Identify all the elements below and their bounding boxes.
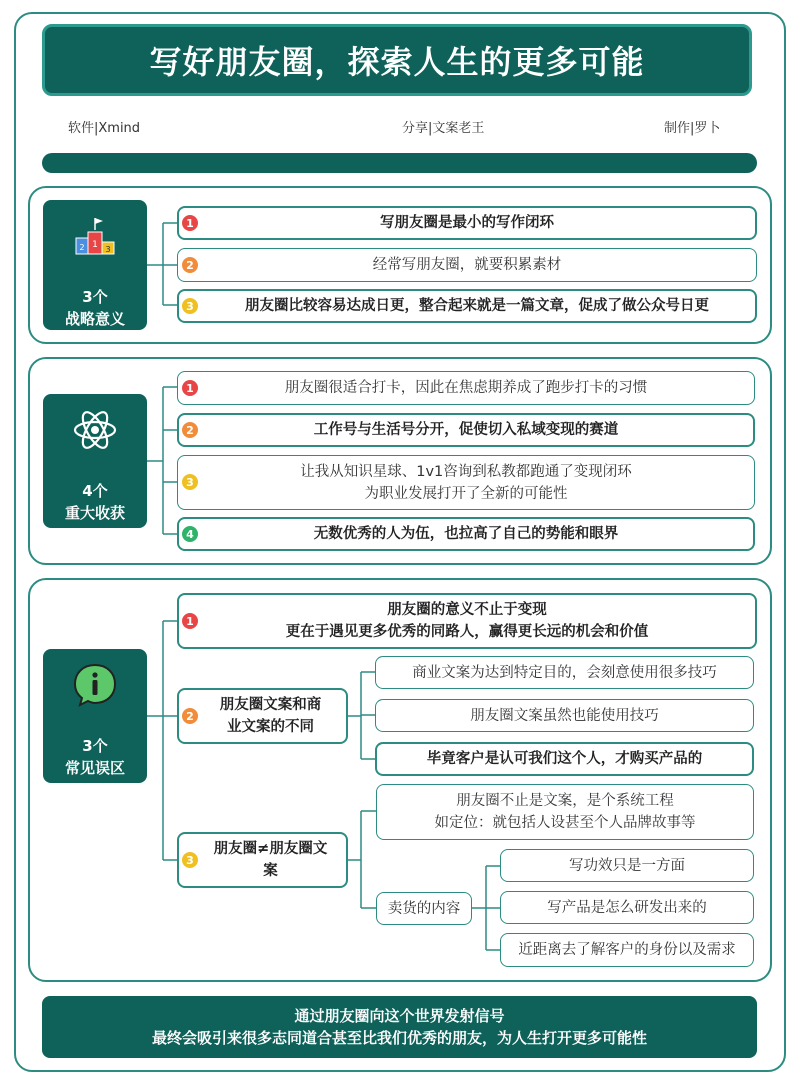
badge-1: 1 xyxy=(182,380,198,396)
atom-icon xyxy=(71,406,119,454)
badge-3: 3 xyxy=(182,298,198,314)
section2-label-title: 重大收获 xyxy=(64,504,125,522)
section3-item2-child-2: 朋友圈文案虽然也能使用技巧 xyxy=(375,699,754,732)
badge-4: 4 xyxy=(182,526,198,542)
section3-label-title: 常见误区 xyxy=(64,759,125,777)
page-title-bar xyxy=(42,24,752,96)
section3-label-count: 3个 xyxy=(82,737,108,755)
svg-text:3: 3 xyxy=(105,245,111,254)
section3-item2-child-1: 商业文案为达到特定目的，会刻意使用很多技巧 xyxy=(375,656,754,689)
section3-item3-grandchild-2: 写产品是怎么研发出来的 xyxy=(500,891,754,924)
badge-2: 2 xyxy=(182,257,198,273)
meta-author: 制作|罗卜 xyxy=(664,121,721,136)
section3-item3-child-1: 朋友圈不止是文案，是个系统工程 如定位：就包括人设甚至个人品牌故事等 xyxy=(376,784,754,840)
badge-2: 2 xyxy=(182,422,198,438)
section1-label-count: 3个 xyxy=(82,288,108,306)
section3-item2-child-3: 毕竟客户是认可我们这个人，才购买产品的 xyxy=(375,742,754,776)
badge-3: 3 xyxy=(182,852,198,868)
badge-3: 3 xyxy=(182,474,198,490)
section3-item-3: 朋友圈≠朋友圈文 案 xyxy=(177,832,348,888)
badge-1: 1 xyxy=(182,613,198,629)
info-chat-icon xyxy=(71,661,119,709)
footer-line-1: 通过朋友圈向这个世界发射信号 xyxy=(294,1007,505,1025)
section3-item-2: 朋友圈文案和商 业文案的不同 xyxy=(177,688,348,744)
meta-software: 软件|Xmind xyxy=(68,121,141,136)
section3-label-box xyxy=(43,649,147,783)
meta-share: 分享|文案老王 xyxy=(402,121,485,136)
section1-item-2: 经常写朋友圈，就要积累素材 xyxy=(177,248,757,282)
section3-item3-grandchild-1: 写功效只是一方面 xyxy=(500,849,754,882)
section3-item-1: 朋友圈的意义不止于变现 更在于遇见更多优秀的同路人，赢得更长远的机会和价值 xyxy=(177,593,757,649)
section2-label-box xyxy=(43,394,147,528)
section3-item3-child-2: 卖货的内容 xyxy=(376,892,472,925)
svg-text:1: 1 xyxy=(92,240,98,250)
podium-icon xyxy=(73,214,117,258)
section2-item-4: 无数优秀的人为伍，也拉高了自己的势能和眼界 xyxy=(177,517,755,551)
section1-label-title: 战略意义 xyxy=(64,310,125,328)
section1-item-3: 朋友圈比较容易达成日更，整合起来就是一篇文章，促成了做公众号日更 xyxy=(177,289,757,323)
page-title: 写好朋友圈，探索人生的更多可能 xyxy=(149,43,645,81)
svg-text:2: 2 xyxy=(79,243,85,252)
badge-1: 1 xyxy=(182,215,198,231)
section2-item-3: 让我从知识星球、1v1咨询到私教都跑通了变现闭环 为职业发展打开了全新的可能性 xyxy=(177,455,755,510)
section1-item-1: 写朋友圈是最小的写作闭环 xyxy=(177,206,757,240)
footer-line-2: 最终会吸引来很多志同道合甚至比我们优秀的朋友，为人生打开更多可能性 xyxy=(151,1029,647,1047)
badge-2: 2 xyxy=(182,708,198,724)
section3-item3-grandchild-3: 近距离去了解客户的身份以及需求 xyxy=(500,933,754,967)
section1-label-box xyxy=(43,200,147,330)
divider-bar xyxy=(42,153,757,173)
section2-item-2: 工作号与生活号分开，促使切入私域变现的赛道 xyxy=(177,413,755,447)
section2-item-1: 朋友圈很适合打卡，因此在焦虑期养成了跑步打卡的习惯 xyxy=(177,371,755,405)
footer-banner xyxy=(42,996,757,1058)
section2-label-count: 4个 xyxy=(82,482,108,500)
